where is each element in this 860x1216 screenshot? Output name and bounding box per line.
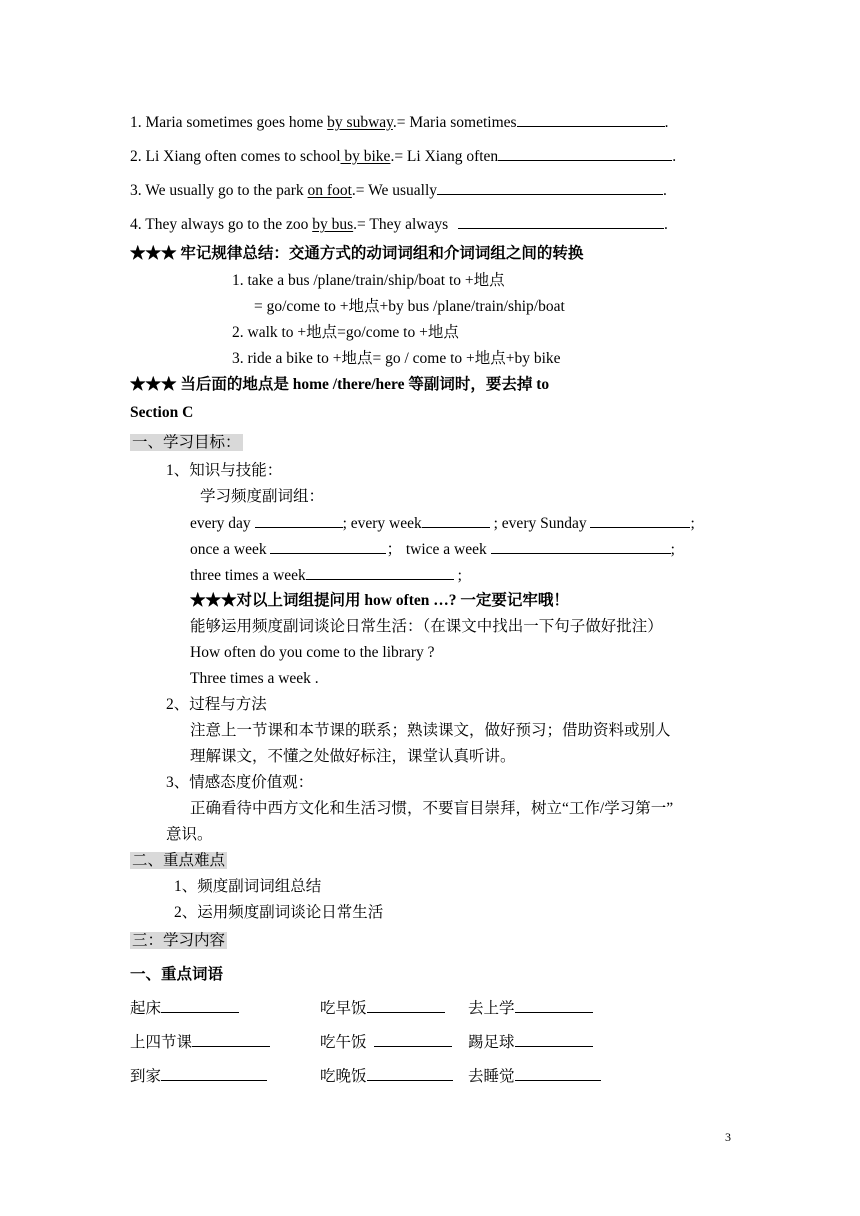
freq-twice-week: ； twice a week [386, 541, 487, 558]
vocab-item [320, 1066, 453, 1087]
semicolon: ; [453, 567, 462, 584]
answer-blank[interactable] [458, 214, 664, 229]
vocab-word: 踢足球 [468, 1034, 515, 1051]
exercise-2 [130, 146, 676, 167]
vocab-item [130, 1066, 267, 1087]
freq-row-3 [190, 565, 462, 586]
period: . [664, 216, 668, 233]
answer-blank[interactable] [374, 1032, 452, 1047]
underlined-phrase: by subway [327, 114, 393, 131]
answer-blank[interactable] [367, 998, 445, 1013]
underlined-phrase: on foot [307, 182, 352, 199]
freq-every-sunday: ; every Sunday [493, 515, 587, 532]
vocab-word: 吃晚饭 [320, 1068, 367, 1085]
answer-blank[interactable] [590, 513, 690, 528]
answer-blank[interactable] [270, 539, 386, 554]
underlined-phrase: by bike [340, 148, 391, 165]
answer-blank[interactable] [515, 998, 593, 1013]
section-title: Section C [130, 404, 194, 421]
answer-blank[interactable] [517, 112, 665, 127]
period: . [672, 148, 677, 165]
underlined-phrase: by bus [312, 216, 354, 233]
vocab-item [468, 1066, 601, 1087]
rule-heading: ★★★ 牢记规律总结：交通方式的动词词组和介词词组之间的转换 [130, 245, 584, 262]
rule-note: ★★★ 当后面的地点是 home /there/here 等副词时，要去掉 to [130, 376, 550, 393]
freq-once-week: once a week [190, 541, 267, 558]
vocab-item [468, 998, 593, 1019]
vocab-word: 上四节课 [130, 1034, 193, 1051]
answer-blank[interactable] [255, 513, 343, 528]
answer-blank[interactable] [515, 1066, 601, 1081]
emotion-line-2: 意识。 [166, 826, 213, 843]
emotion-heading: 3、情感态度价值观： [166, 774, 314, 791]
answer-blank[interactable] [161, 1066, 267, 1081]
period: . [663, 182, 667, 199]
vocab-item [130, 1032, 270, 1053]
answer-blank[interactable] [192, 1032, 270, 1047]
exercise-text: 2. Li Xiang often comes to school [130, 148, 341, 165]
example-question: How often do you come to the library ? [190, 644, 435, 661]
exercise-text: .= We usually [351, 182, 438, 199]
use-note: 能够运用频度副词谈论日常生活：（在课文中找出一下句子做好批注） [190, 618, 663, 635]
exercise-text: 1. Maria sometimes goes home [130, 114, 328, 131]
answer-blank[interactable] [422, 513, 490, 528]
key-point-2: 2、运用频度副词谈论日常生活 [174, 904, 384, 921]
key-point-1: 1、频度副词词组总结 [174, 878, 322, 895]
process-line-1: 注意上一节课和本节课的联系；熟读课文，做好预习；借助资料或别人 [190, 722, 671, 739]
vocab-word: 去上学 [468, 1000, 515, 1017]
learn-phrases: 学习频度副词组： [200, 488, 325, 505]
part2-heading-text: 二、重点难点 [132, 852, 226, 869]
rule-item-1: 1. take a bus /plane/train/ship/boat to +地点 [232, 272, 505, 289]
answer-blank[interactable] [367, 1066, 453, 1081]
process-line-2: 理解课文，不懂之处做好标注，课堂认真听讲。 [190, 748, 516, 765]
answer-blank[interactable] [306, 565, 454, 580]
howoften-note: ★★★对以上词组提问用 how often …? 一定要记牢哦！ [190, 592, 569, 609]
vocab-word: 起床 [130, 1000, 162, 1017]
part3-heading [130, 931, 227, 951]
freq-row-1 [190, 513, 695, 534]
exercise-text: .= Li Xiang often [390, 148, 499, 165]
process-heading: 2、过程与方法 [166, 696, 267, 713]
vocab-item [320, 998, 445, 1019]
rule-item-2: 2. walk to +地点=go/come to +地点 [232, 324, 459, 341]
answer-blank[interactable] [437, 180, 663, 195]
emotion-line-1: 正确看待中西方文化和生活习惯，不要盲目崇拜，树立“工作/学习第一” [190, 800, 674, 817]
answer-blank[interactable] [161, 998, 239, 1013]
exercise-text: 4. They always go to the zoo [130, 216, 313, 233]
exercise-text: .= Maria sometimes [392, 114, 517, 131]
freq-row-2 [190, 539, 675, 560]
part1-heading-text: 一、学习目标： [132, 434, 241, 451]
exercise-text: .= They always [353, 216, 453, 233]
semicolon: ; [670, 541, 675, 558]
vocab-item [320, 1032, 452, 1053]
part2-heading [130, 851, 227, 871]
part1-heading [130, 433, 243, 453]
page-number: 3 [725, 1130, 731, 1144]
vocab-word: 去睡觉 [468, 1068, 515, 1085]
vocab-word: 吃午饭 [320, 1034, 371, 1051]
vocab-item [468, 1032, 593, 1053]
vocab-word: 吃早饭 [320, 1000, 367, 1017]
freq-every-week: ; every week [342, 515, 422, 532]
vocab-heading: 一、重点词语 [130, 966, 224, 983]
example-answer: Three times a week . [190, 670, 319, 687]
vocab-item [130, 998, 239, 1019]
answer-blank[interactable] [491, 539, 671, 554]
answer-blank[interactable] [515, 1032, 593, 1047]
answer-blank[interactable] [498, 146, 672, 161]
rule-item-1-cont: = go/come to +地点+by bus /plane/train/ship/boat [254, 298, 565, 315]
part3-heading-text: 三：学习内容 [132, 932, 226, 949]
freq-every-day: every day [190, 515, 251, 532]
exercise-4 [130, 214, 668, 235]
freq-three-times: three times a week [190, 567, 306, 584]
semicolon: ; [690, 515, 695, 532]
vocab-word: 到家 [130, 1068, 162, 1085]
exercise-1 [130, 112, 668, 133]
period: . [664, 114, 669, 131]
exercise-text: 3. We usually go to the park [130, 182, 308, 199]
rule-item-3: 3. ride a bike to +地点= go / come to +地点+by bike [232, 350, 561, 367]
knowledge-heading: 1、知识与技能： [166, 462, 283, 479]
exercise-3 [130, 180, 667, 201]
